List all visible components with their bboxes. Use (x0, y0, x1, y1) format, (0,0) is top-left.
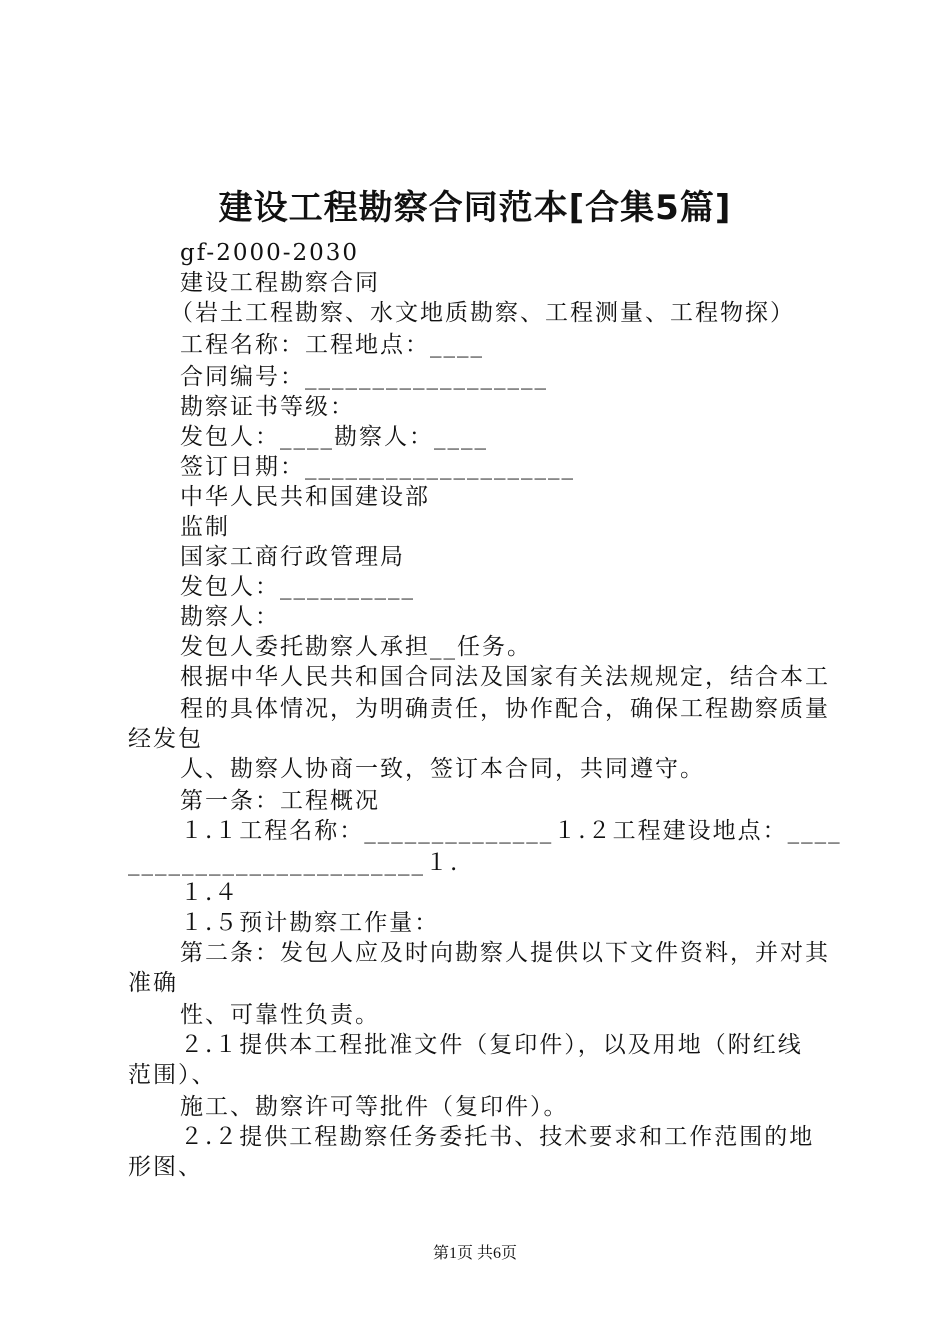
text-line: ______________________１. (128, 850, 460, 876)
text-line: 根据中华人民共和国合同法及国家有关法规规定，结合本工 (180, 664, 830, 690)
text-line: 监制 (180, 514, 230, 540)
text-line: ２.１提供本工程批准文件（复印件），以及用地（附红线 (180, 1032, 803, 1058)
text-line: 国家工商行政管理局 (180, 544, 405, 570)
text-line: 建设工程勘察合同 (180, 270, 380, 296)
text-line: 发包人委托勘察人承担__任务。 (180, 634, 532, 660)
text-line: 合同编号：__________________ (180, 364, 548, 390)
text-line: 性、可靠性负责。 (180, 1002, 380, 1028)
page-footer: 第1页 共6页 (432, 1245, 517, 1262)
text-line: ２.２提供工程勘察任务委托书、技术要求和工作范围的地 (180, 1124, 815, 1150)
text-line: 准确 (128, 970, 178, 996)
text-line: 形图、 (128, 1154, 203, 1180)
text-line: 勘察证书等级： (180, 394, 355, 420)
text-line: 发包人：__________ (180, 574, 415, 600)
text-line: 发包人：____勘察人：____ (180, 424, 488, 450)
text-line: （岩土工程勘察、水文地质勘察、工程测量、工程物探） (170, 300, 795, 326)
text-line: １.４ (180, 880, 240, 906)
text-line: 人、勘察人协商一致，签订本合同，共同遵守。 (180, 756, 705, 782)
text-line: 工程名称：工程地点：____ (180, 332, 484, 358)
text-line: 经发包 (128, 726, 203, 752)
text-line: 程的具体情况，为明确责任，协作配合，确保工程勘察质量 (180, 696, 830, 722)
text-line: １.５预计勘察工作量： (180, 910, 440, 936)
text-line: 中华人民共和国建设部 (180, 484, 430, 510)
document-title: 建设工程勘察合同范本[合集5篇] (218, 188, 732, 228)
text-line: 第二条：发包人应及时向勘察人提供以下文件资料，并对其 (180, 940, 830, 966)
text-line: １.１工程名称：______________１.２工程建设地点：____ (180, 818, 842, 844)
text-line: 勘察人： (180, 604, 280, 630)
text-line: 范围）、 (128, 1062, 217, 1088)
text-line: gf-2000-2030 (180, 240, 360, 266)
text-line: 签订日期：____________________ (180, 454, 575, 480)
text-line: 施工、勘察许可等批件（复印件）。 (180, 1094, 569, 1120)
text-line: 第一条：工程概况 (180, 788, 380, 814)
